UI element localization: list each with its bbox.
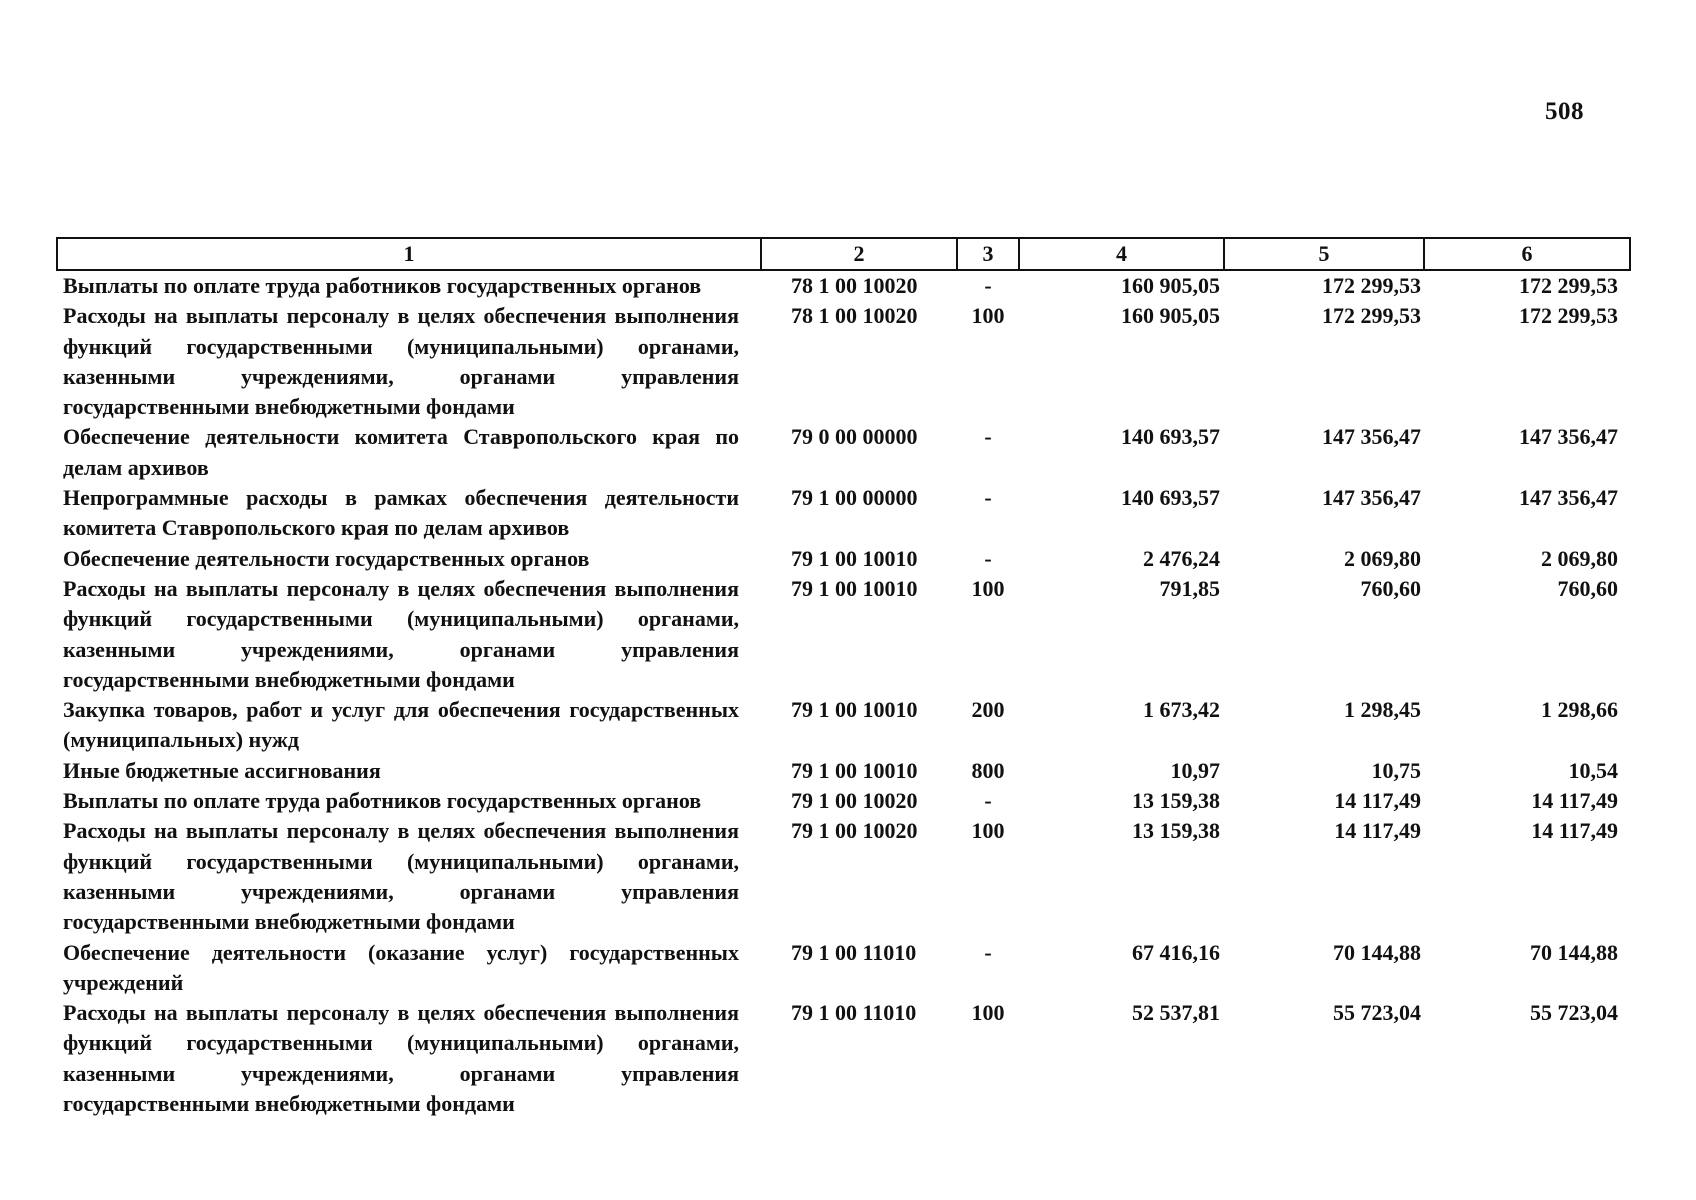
header-col-6: 6 xyxy=(1424,238,1630,270)
row-value-col6: 172 299,53 xyxy=(1519,303,1618,329)
row-name: Выплаты по оплате труда работников государственных органов xyxy=(63,273,702,298)
row-expense-type: - xyxy=(984,424,992,450)
row-value-col5: 172 299,53 xyxy=(1322,273,1421,298)
row-value-col5: 147 356,47 xyxy=(1322,485,1421,511)
header-col-3: 3 xyxy=(957,238,1019,270)
table-row xyxy=(57,998,1630,1119)
row-value-col6: 14 117,49 xyxy=(1531,788,1618,814)
row-name: Обеспечение деятельности комитета Ставропольского края по делам архивов xyxy=(63,424,739,480)
row-value-col4: 791,85 xyxy=(1159,575,1220,601)
table-row xyxy=(57,301,1630,422)
row-value-col5: 172 299,53 xyxy=(1322,303,1421,329)
table-row xyxy=(57,695,1630,756)
row-value-col5: 760,60 xyxy=(1360,575,1421,601)
row-value-col6: 147 356,47 xyxy=(1519,485,1618,511)
row-target-code: 79 1 00 10010 xyxy=(791,697,918,723)
row-value-col6: 2 069,80 xyxy=(1541,545,1618,571)
row-value-col4: 2 476,24 xyxy=(1143,545,1220,571)
budget-table xyxy=(56,237,1631,1119)
row-value-col5: 70 144,88 xyxy=(1333,939,1421,965)
header-row xyxy=(57,238,1630,270)
row-value-col6: 14 117,49 xyxy=(1531,818,1618,844)
row-name: Обеспечение деятельности (оказание услуг) государственных учреждений xyxy=(63,939,739,995)
table-row xyxy=(57,816,1630,937)
row-name: Непрограммные расходы в рамках обеспечения деятельности комитета Ставропольского края по делам архивов xyxy=(63,485,739,541)
row-name: Обеспечение деятельности государственных органов xyxy=(63,545,590,571)
row-value-col4: 140 693,57 xyxy=(1121,424,1220,450)
row-expense-type: 100 xyxy=(971,575,1005,601)
table-row xyxy=(57,786,1630,816)
row-value-col5: 147 356,47 xyxy=(1322,424,1421,450)
row-expense-type: 800 xyxy=(971,757,1005,783)
row-value-col4: 140 693,57 xyxy=(1121,485,1220,511)
row-value-col5: 1 298,45 xyxy=(1344,697,1421,723)
row-expense-type: - xyxy=(984,545,992,571)
row-value-col5: 55 723,04 xyxy=(1333,1000,1421,1026)
row-value-col6: 1 298,66 xyxy=(1541,697,1618,723)
row-name: Расходы на выплаты персоналу в целях обеспечения выполнения функций государственными (муниципальными) органами, казенными учреждениями, органами управления государственными внебюджетными фондами xyxy=(63,303,739,420)
row-target-code: 79 1 00 11010 xyxy=(791,1000,917,1026)
row-name: Расходы на выплаты персоналу в целях обеспечения выполнения функций государственными (муниципальными) органами, казенными учреждениями, органами управления государственными внебюджетными фондами xyxy=(63,575,739,692)
table-row xyxy=(57,544,1630,574)
row-target-code: 79 1 00 10010 xyxy=(791,575,918,601)
row-value-col5: 10,75 xyxy=(1371,757,1421,783)
row-value-col6: 172 299,53 xyxy=(1519,273,1618,298)
table-row xyxy=(57,756,1630,786)
row-value-col5: 14 117,49 xyxy=(1334,818,1421,844)
row-value-col6: 10,54 xyxy=(1568,757,1618,783)
row-target-code: 78 1 00 10020 xyxy=(791,273,918,298)
table-body xyxy=(57,270,1630,1119)
row-target-code: 79 1 00 11010 xyxy=(791,939,917,965)
row-value-col4: 67 416,16 xyxy=(1132,939,1220,965)
row-name: Расходы на выплаты персоналу в целях обеспечения выполнения функций государственными (муниципальными) органами, казенными учреждениями, органами управления государственными внебюджетными фондами xyxy=(63,818,739,935)
row-value-col4: 13 159,38 xyxy=(1132,818,1220,844)
header-col-2: 2 xyxy=(761,238,957,270)
row-value-col4: 10,97 xyxy=(1170,757,1220,783)
table-header xyxy=(57,238,1630,270)
row-name: Расходы на выплаты персоналу в целях обеспечения выполнения функций государственными (муниципальными) органами, казенными учреждениями, органами управления государственными внебюджетными фондами xyxy=(63,1000,739,1117)
row-expense-type: 100 xyxy=(971,818,1005,844)
row-target-code: 79 1 00 10010 xyxy=(791,757,918,783)
row-value-col5: 14 117,49 xyxy=(1334,788,1421,814)
row-target-code: 79 1 00 10010 xyxy=(791,545,918,571)
table-row xyxy=(57,422,1630,483)
page-number: 508 xyxy=(1545,98,1584,125)
table-row xyxy=(57,483,1630,544)
row-value-col4: 13 159,38 xyxy=(1132,788,1220,814)
row-expense-type: 200 xyxy=(971,697,1005,723)
row-target-code: 79 1 00 10020 xyxy=(791,788,918,814)
row-target-code: 78 1 00 10020 xyxy=(791,303,918,329)
row-value-col6: 55 723,04 xyxy=(1530,1000,1618,1026)
table-row xyxy=(57,938,1630,999)
row-value-col4: 1 673,42 xyxy=(1143,697,1220,723)
table-row xyxy=(57,270,1630,301)
row-value-col6: 760,60 xyxy=(1557,575,1618,601)
row-expense-type: 100 xyxy=(971,1000,1005,1026)
row-name: Выплаты по оплате труда работников государственных органов xyxy=(63,788,702,814)
row-target-code: 79 0 00 00000 xyxy=(791,424,918,450)
row-expense-type: - xyxy=(984,273,992,298)
row-value-col4: 160 905,05 xyxy=(1121,273,1220,298)
row-value-col4: 52 537,81 xyxy=(1132,1000,1220,1026)
row-expense-type: - xyxy=(984,485,992,511)
row-expense-type: - xyxy=(984,788,992,814)
row-expense-type: 100 xyxy=(971,303,1005,329)
row-value-col4: 160 905,05 xyxy=(1121,303,1220,329)
row-expense-type: - xyxy=(984,939,992,965)
row-target-code: 79 1 00 00000 xyxy=(791,485,918,511)
row-value-col5: 2 069,80 xyxy=(1344,545,1421,571)
row-value-col6: 70 144,88 xyxy=(1530,939,1618,965)
row-name: Иные бюджетные ассигнования xyxy=(63,757,381,783)
header-col-1: 1 xyxy=(57,238,761,270)
header-col-4: 4 xyxy=(1019,238,1224,270)
header-col-5: 5 xyxy=(1224,238,1424,270)
row-target-code: 79 1 00 10020 xyxy=(791,818,918,844)
table-row xyxy=(57,574,1630,695)
row-name: Закупка товаров, работ и услуг для обеспечения государственных (муниципальных) нужд xyxy=(63,697,739,753)
row-value-col6: 147 356,47 xyxy=(1519,424,1618,450)
